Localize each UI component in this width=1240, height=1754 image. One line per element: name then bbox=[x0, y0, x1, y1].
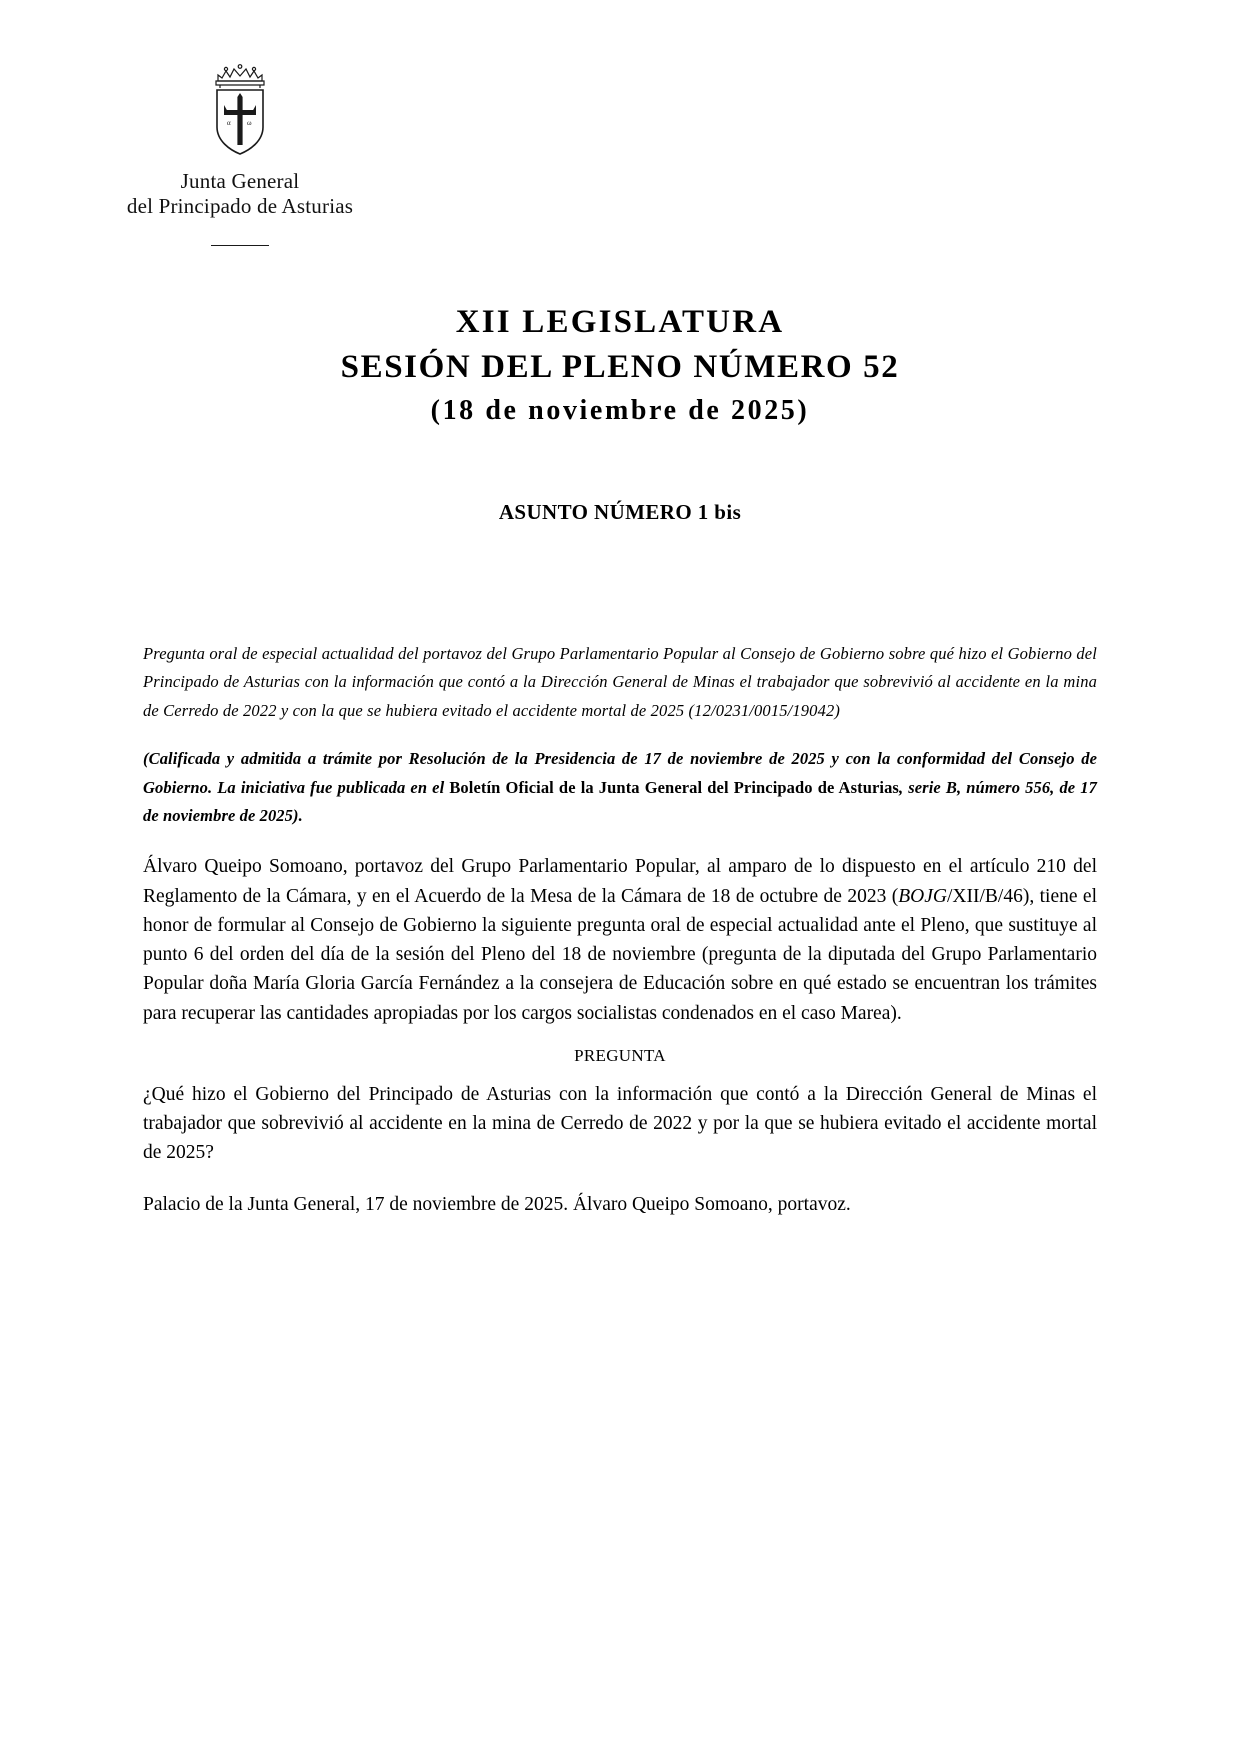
closing-paragraph: Palacio de la Junta General, 17 de noviembre de 2025. Álvaro Queipo Somoano, portavoz. bbox=[143, 1193, 851, 1215]
status-text-part-1: (Calificada y admitida a trámite por Resolución de la Presidencia de 17 de noviembre de 2025 y con la conformidad del Consejo de Gobierno. La iniciativa fue publicada en el bbox=[143, 749, 1097, 797]
question-label: PREGUNTA bbox=[574, 1045, 666, 1065]
title-legislature: XII LEGISLATURA bbox=[455, 304, 785, 340]
svg-text:α: α bbox=[227, 119, 231, 127]
svg-text:ω: ω bbox=[247, 119, 252, 127]
letterhead-divider bbox=[211, 245, 269, 246]
bulletin-name: Boletín Oficial de la Junta General del Principado de Asturias bbox=[449, 777, 899, 797]
question-paragraph: ¿Qué hizo el Gobierno del Principado de Asturias con la información que contó a la Dirección General de Minas el trabajador que sobrevivió al accidente en la mina de Cerredo de 2022 y por la que se hubiera evitado el accidente mortal de 2025? bbox=[143, 1083, 1097, 1164]
title-session: SESIÓN DEL PLENO NÚMERO 52 bbox=[340, 348, 900, 385]
letterhead-text bbox=[75, 169, 405, 219]
letterhead-line-2: del Principado de Asturias bbox=[126, 193, 354, 218]
document-body bbox=[143, 640, 1097, 1233]
subject-heading: ASUNTO NÚMERO 1 bis bbox=[498, 500, 742, 524]
main-text-part-1: Álvaro Queipo Somoano, portavoz del Grupo Parlamentario Popular, al amparo de lo dispuesto en el artículo 210 del Reglamento de la Cámara, y en el Acuerdo de la Mesa de la Cámara de 18 de octubre de 2023 ( bbox=[143, 856, 1097, 907]
letterhead bbox=[75, 55, 405, 246]
status-text-part-2: , serie B, número 556, de 17 de noviembre de 2025). bbox=[143, 777, 1097, 825]
status-paragraph bbox=[143, 745, 1097, 830]
title-date: (18 de noviembre de 2025) bbox=[430, 395, 810, 427]
main-paragraph bbox=[143, 852, 1097, 1028]
page-title bbox=[140, 300, 1100, 432]
asturias-cross-crest-icon bbox=[204, 55, 276, 163]
bojg-reference: BOJG bbox=[898, 885, 947, 907]
main-text-part-2: /XII/B/46), tiene el honor de formular al Consejo de Gobierno la siguiente pregunta oral de especial actualidad ante el Pleno, que sustituye al punto 6 del orden del día de la sesión del Pleno del 18 de noviembre (pregunta de la diputada del Grupo Parlamentario Popular doña María Gloria García Fernández a la consejera de Educación sobre en qué estado se encuentran los trámites para recuperar las cantidades apropiadas por los cargos socialistas condenados en el caso Marea). bbox=[143, 885, 1097, 1024]
summary-paragraph: Pregunta oral de especial actualidad del portavoz del Grupo Parlamentario Popular al Consejo de Gobierno sobre qué hizo el Gobierno del Principado de Asturias con la información que contó a la Dirección General de Minas el trabajador que sobrevivió al accidente en la mina de Cerredo de 2022 y con la que se hubiera evitado el accidente mortal de 2025 (12/0231/0015/19042) bbox=[143, 644, 1097, 720]
letterhead-line-1: Junta General bbox=[180, 169, 300, 193]
